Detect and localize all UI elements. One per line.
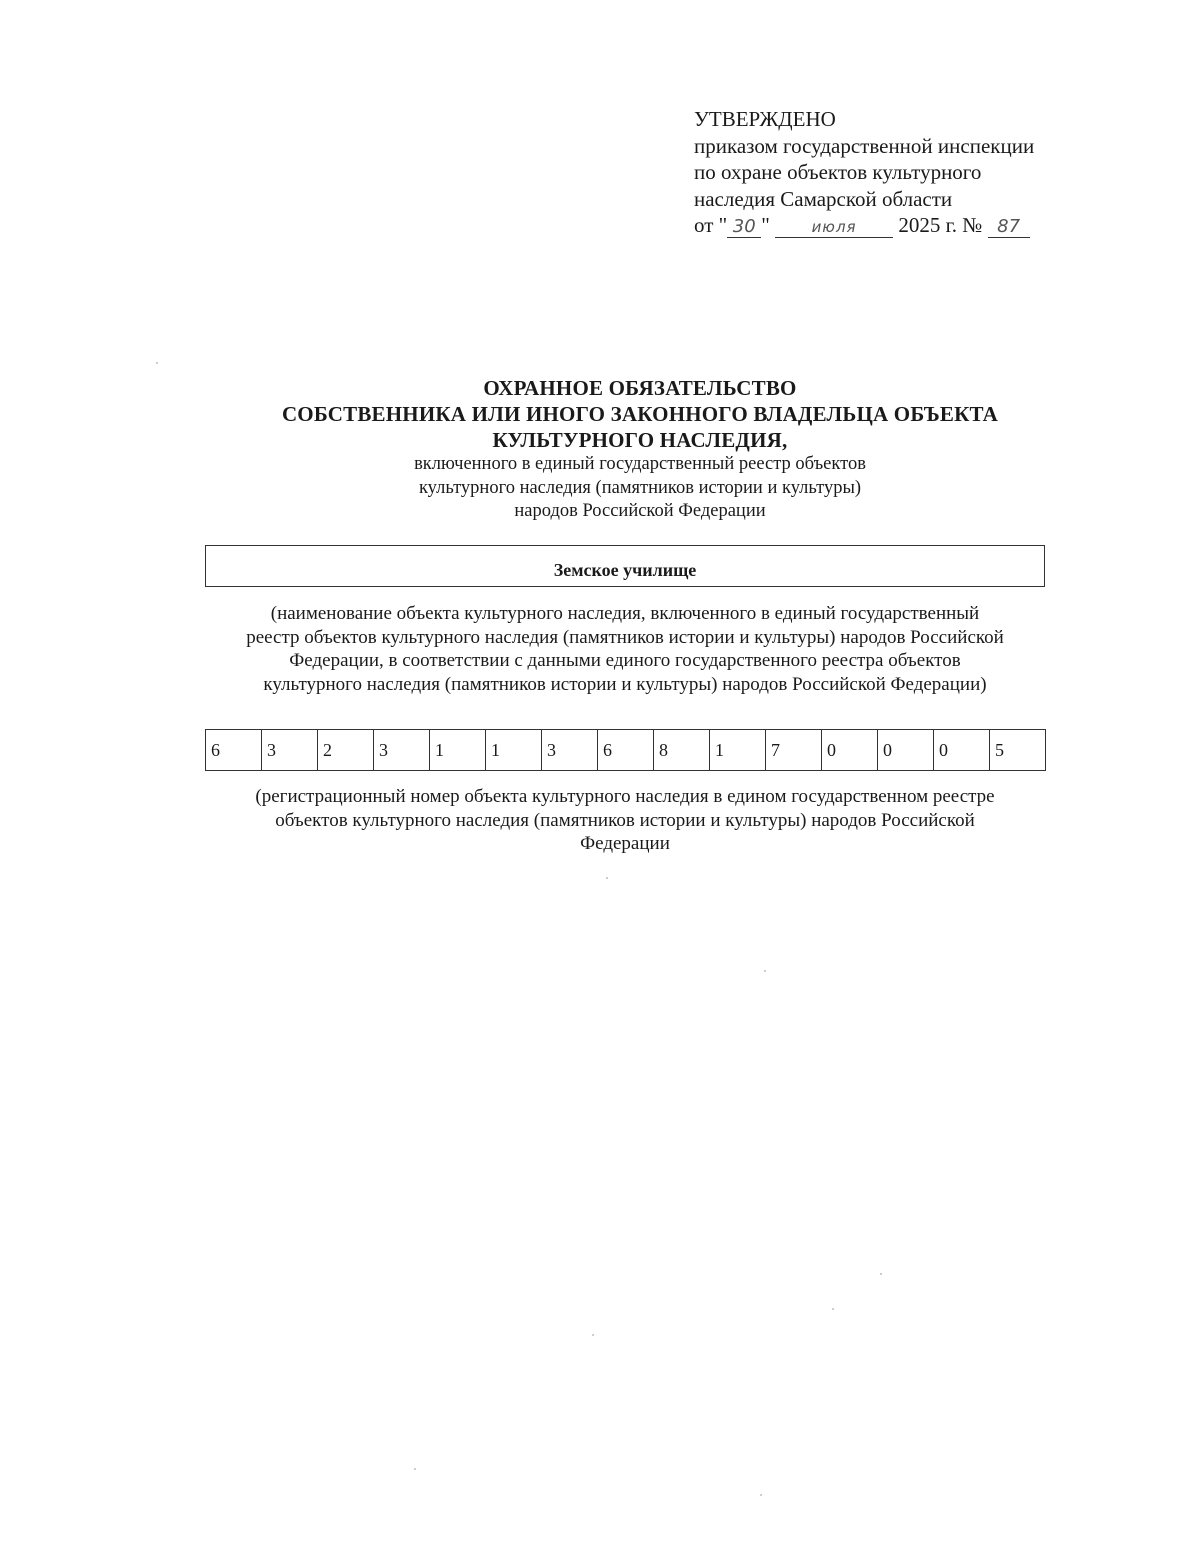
reg-caption-line-3: Федерации: [580, 833, 670, 854]
reg-digit-cell: 6: [206, 730, 262, 770]
reg-digit-cell: 7: [766, 730, 822, 770]
object-caption-line-3: Федерации, в соответствии с данными единого государственного реестра объектов: [289, 650, 961, 671]
reg-caption-line-2: объектов культурного наследия (памятников истории и культуры) народов Российской: [275, 809, 975, 831]
scan-speck: [880, 1273, 882, 1275]
reg-digit-cell: 1: [710, 730, 766, 770]
registration-caption: [200, 785, 1050, 856]
reg-caption-line-1: (регистрационный номер объекта культурного наследия в едином государственном реестре: [255, 786, 995, 807]
reg-digit-cell: 3: [262, 730, 318, 770]
object-caption-line-1: (наименование объекта культурного наследия, включенного в единый государственный: [270, 603, 980, 624]
scan-speck: [592, 1334, 594, 1336]
subtitle-line-1: включенного в единый государственный реестр объектов: [414, 454, 866, 474]
reg-digit-cell: 0: [878, 730, 934, 770]
handwritten-order-number: 87: [988, 217, 1030, 238]
title-line-2: СОБСТВЕННИКА ИЛИ ИНОГО ЗАКОННОГО ВЛАДЕЛЬЦА ОБЪЕКТА: [281, 402, 999, 426]
handwritten-day: 30: [727, 217, 761, 238]
reg-digit-cell: 2: [318, 730, 374, 770]
reg-digit-cell: 5: [995, 740, 1004, 760]
reg-digit-cell: 8: [654, 730, 710, 770]
handwritten-month: июля: [775, 217, 893, 238]
date-prefix: от ": [694, 213, 728, 237]
reg-digit-cell: 1: [430, 730, 486, 770]
date-quote-close: ": [761, 213, 770, 237]
scan-speck: [764, 970, 766, 972]
object-name-caption: [200, 602, 1050, 696]
title-line-1: ОХРАННОЕ ОБЯЗАТЕЛЬСТВО: [483, 376, 797, 400]
object-caption-line-2: реестр объектов культурного наследия (памятников истории и культуры) народов Российской: [246, 626, 1004, 648]
approval-date-line: [694, 212, 1074, 239]
reg-digit-cell: 0: [934, 730, 990, 770]
reg-digit-cell: 6: [598, 730, 654, 770]
scan-speck: [832, 1308, 834, 1310]
subtitle-line-2: культурного наследия (памятников истории и культуры): [418, 477, 862, 498]
reg-digit-cell: 3: [542, 730, 598, 770]
reg-digit-cell: 3: [374, 730, 430, 770]
approval-line-3: наследия Самарской области: [694, 186, 953, 211]
approval-stamp-block: [694, 106, 1074, 239]
subtitle-line-3: народов Российской Федерации: [514, 501, 766, 521]
approval-heading: УТВЕРЖДЕНО: [694, 107, 836, 131]
approval-line-1: приказом государственной инспекции: [694, 133, 1035, 158]
registration-number-grid: [205, 729, 1046, 771]
scan-speck: [606, 877, 608, 879]
object-name-box: Земское училище: [205, 545, 1045, 587]
scan-speck: [760, 1494, 762, 1496]
date-year-text: 2025 г. №: [898, 213, 983, 237]
scan-speck: [156, 362, 158, 364]
title-line-3: КУЛЬТУРНОГО НАСЛЕДИЯ,: [492, 428, 788, 452]
scan-speck: [414, 1468, 416, 1470]
approval-line-2: по охране объектов культурного: [694, 160, 982, 184]
reg-digit-cell: 1: [486, 730, 542, 770]
document-title-block: [200, 375, 1080, 524]
reg-digit-cell: 0: [822, 730, 878, 770]
object-caption-line-4: культурного наследия (памятников истории и культуры) народов Российской Федерации): [263, 673, 987, 695]
